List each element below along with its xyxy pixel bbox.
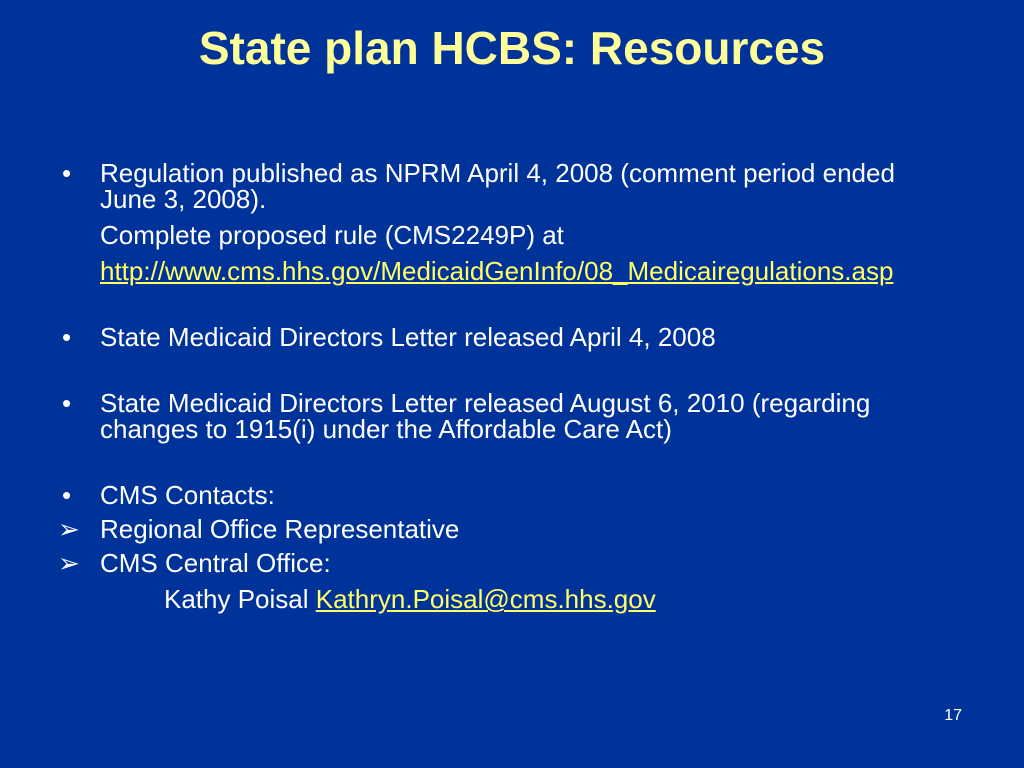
bullet-smd-letter-2008 bbox=[58, 324, 938, 350]
contact-email-link[interactable]: Kathryn.Poisal@cms.hhs.gov bbox=[315, 584, 656, 614]
contact-container bbox=[58, 586, 938, 612]
bullet-cms-contacts bbox=[58, 482, 938, 508]
contact-line bbox=[58, 586, 938, 612]
bullet-text: CMS Contacts: bbox=[100, 480, 275, 510]
arrow-regional-office bbox=[58, 516, 938, 542]
bullet-text: CMS Central Office: bbox=[100, 548, 331, 578]
bullet-text: State Medicaid Directors Letter released August 6, 2010 (regarding changes to 1915(i) under the Affordable Care Act) bbox=[100, 388, 871, 444]
bullet-text: Regulation published as NPRM April 4, 2008 (comment period ended June 3, 2008). bbox=[100, 158, 895, 214]
bullet-text: State Medicaid Directors Letter released April 4, 2008 bbox=[100, 322, 716, 352]
bullet-dot-icon: • bbox=[62, 322, 72, 352]
bullet-dot-icon: • bbox=[62, 480, 72, 510]
slide-title: State plan HCBS: Resources bbox=[198, 22, 826, 74]
link-container bbox=[100, 258, 938, 284]
page-number: 17 bbox=[944, 707, 962, 724]
contact-name: Kathy Poisal bbox=[164, 584, 316, 614]
arrow-bullet-icon: ➢ bbox=[58, 514, 80, 544]
slide-body bbox=[58, 160, 938, 612]
bullet-regulation bbox=[58, 160, 938, 284]
arrow-bullet-icon: ➢ bbox=[58, 548, 80, 578]
bullet-dot-icon: • bbox=[62, 388, 72, 418]
bullet-text: Regional Office Representative bbox=[100, 514, 460, 544]
bullet-subtext: Complete proposed rule (CMS2249P) at bbox=[100, 220, 564, 250]
regulation-link[interactable]: http://www.cms.hhs.gov/MedicaidGenInfo/08_Medicairegulations.asp bbox=[100, 256, 894, 286]
arrow-central-office bbox=[58, 550, 938, 576]
bullet-dot-icon: • bbox=[62, 158, 72, 188]
bullet-smd-letter-2010 bbox=[58, 390, 938, 442]
